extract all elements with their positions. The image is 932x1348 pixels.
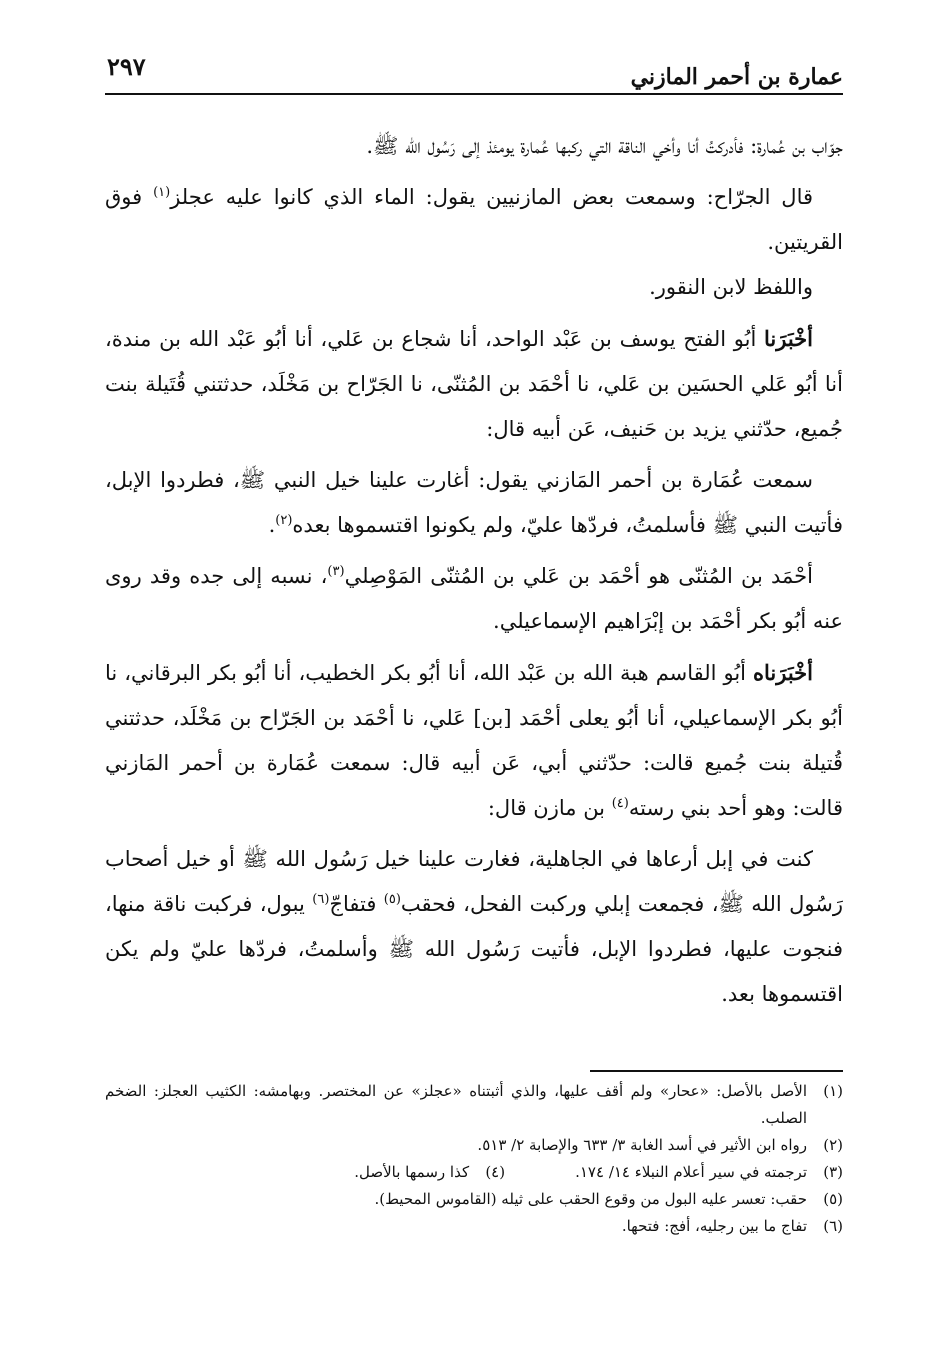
footnote: (٢) رواه ابن الأثير في أسد الغابة ٣/ ٦٣٣ والإصابة ٢/ ٥١٣. — [477, 1136, 843, 1154]
footnotes — [105, 1078, 843, 1240]
paragraph: كنت في إبل أرعاها في الجاهلية، فغارت علينا خيل رَسُول الله ﷺ أو خيل أصحاب رَسُول الله ﷺ، فجمعت إبلي وركبت الفحل، فحقب$^{(٥)}$ فتفاجّ$^{(٦)}$ يبول، فركبت ناقة منها، فنجوت عليها، فطردوا الإبل، فأتيت رَسُول الله ﷺ وأسلمتُ، فردّها عليّ ولم يكن اقتسموها بعد. — [105, 847, 843, 1006]
running-title: عمارة بن أحمر المازني — [630, 64, 843, 90]
header-rule — [105, 93, 843, 95]
paragraph: واللفظ لابن النقور. — [649, 275, 813, 299]
page-header — [105, 46, 843, 92]
footnote-ref[interactable]: (٤) — [611, 796, 629, 811]
paragraph: أحْمَد بن المُثنّى هو أحْمَد بن عَلي بن المُثنّى المَوْصِلي$^{(٣)}$، نسبه إلى جده وقد روى عنه أبُو بكر أحْمَد بن إبْرَاهيم الإسماعيلي. — [105, 564, 843, 633]
paragraph: أخْبَرَناه أبُو القاسم هبة الله بن عَبْد الله، أنا أبُو بكر الخطيب، أنا أبُو بكر البرقاني، نا أبُو بكر الإسماعيلي، أنا أبُو يعلى أحْمَد [بن] عَلي، نا أحْمَد بن الجَرّاح بن مَخْلَد، حدثتني قُتيلة بنت جُميع قالت: حدّثني أبي، عَن أبيه قال: سمعت عُمَارة بن أحمر المَازني قالت: وهو أحد بني رسته$^{(٤)}$ بن مازن قال: — [105, 660, 843, 820]
footnote-ref[interactable]: (٣) — [327, 564, 345, 579]
footnote-rule — [590, 1070, 843, 1072]
main-text — [105, 124, 843, 1017]
footnote-ref[interactable]: (٢) — [275, 513, 293, 528]
paragraph: سمعت عُمَارة بن أحمر المَازني يقول: أغارت علينا خيل النبي ﷺ، فطردوا الإبل، فأتيت النبي ﷺ فأسلمتُ، فردّها عليّ، ولم يكونوا اقتسموها بعده$^{(٢)}$. — [105, 468, 843, 537]
footnote: (٦) تفاج ما بين رجليه، أفج: فتحها. — [621, 1217, 843, 1235]
paragraph: أخْبَرَنا أبُو الفتح يوسف بن عَبْد الواحد، أنا شجاع بن عَلي، أنا أبُو عَبْد الله بن مندة، أنا أبُو عَلي الحسَين بن عَلي، نا أحْمَد بن المُثنّى، نا الجَرّاح بن مَخْلَد، حدثتني قُتَيلة بنت جُميع، حدّثني يزيد بن حَنيف، عَن أبيه قال: — [105, 326, 843, 441]
footnote: (٣) ترجمته في سير أعلام النبلاء ١٤/ ١٧٤. (٤) كذا رسمها بالأصل. — [354, 1163, 843, 1181]
footnote-ref[interactable]: (٥) — [383, 892, 401, 907]
footnote-ref[interactable]: (٦) — [312, 892, 330, 907]
footnote: (١) الأصل بالأصل: «عحار» ولم أقف عليها، والذي أثبتناه «عجلز» عن المختصر. وبهامشه: الكثيب العجلز: الضخم الصلب. — [105, 1082, 843, 1127]
paragraph: قال الجرّاح: وسمعت بعض المازنيين يقول: الماء الذي كانوا عليه عجلز$^{(١)}$ فوق القريتين. — [105, 185, 843, 254]
footnote-ref[interactable]: (١) — [153, 185, 171, 200]
footnote: (٥) حقب: تعسر عليه البول من وقوع الحقب على ثيله (القاموس المحيط). — [374, 1190, 843, 1208]
page-number: ٢٩٧ — [107, 52, 146, 81]
paragraph: جوّاب بن عُمارة: فأدركتُ أنا وأخي الناقة التي ركبها عُمارة يومئذ إلى رَسُول الله ﷺ. — [366, 134, 843, 158]
